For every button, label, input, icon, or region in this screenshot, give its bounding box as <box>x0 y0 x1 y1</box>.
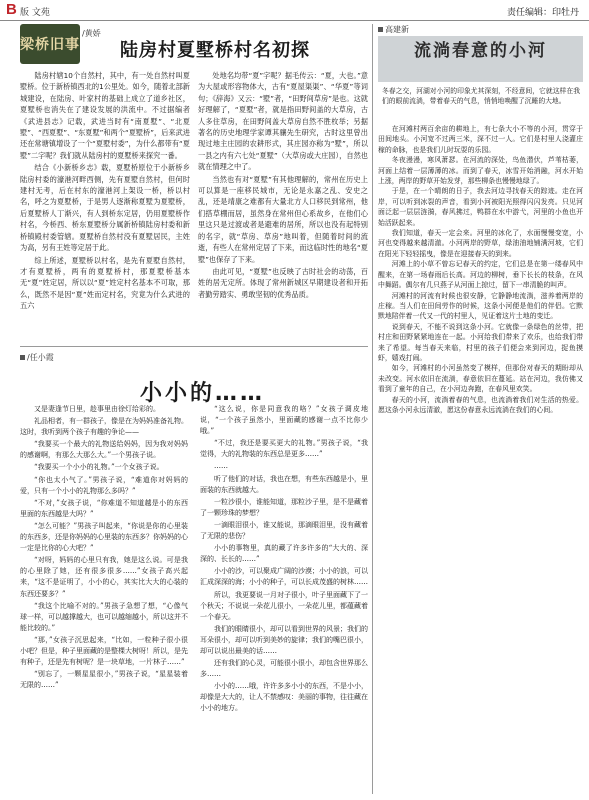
paragraph: 说到春天，不能不说到这条小河。它就像一条绿色的丝带，把村庄和田野紧紧地连在一起。小河给我们带来了欢乐，也给我们带来了希望。每当春天来临，村里的孩子们便会来到河边，捉鱼摸虾，嬉戏打闹。 <box>378 322 583 362</box>
paragraph: 于是，在一个晴朗的日子，我去河边寻找春天的踪迹。走在河岸，可以听到冰裂的声音，看到小河被阳光照得闪闪发亮。只见河面泛起一层层涟漪，春风拂过，鸭群在水中游弋，河里的小鱼也开始活跃起来。 <box>378 187 583 227</box>
article-village-name <box>20 24 368 342</box>
body-column-left <box>20 404 188 792</box>
paragraph: 我们知道，春天一定会来。河里的冰化了，水面慢慢变宽，小河也变得越来越清澈。小河两岸的野草，绿油油地铺满河坡，它们在阳光下轻轻摇曳，像是在迎接春天的到来。 <box>378 229 583 258</box>
paragraph: 冬夜漫漫，寒风萧瑟。在河流的深处，鸟鱼潜伏，芦苇枯萎，河面上结着一层薄薄的冰。而到了春天，冰雪开始消融，河水开始上涨，两岸的野草开始发芽，那些柳条也慢慢地绿了。 <box>378 156 583 186</box>
article-body <box>20 70 368 342</box>
section-name: 版 文苑 <box>20 8 50 18</box>
paragraph: “对呀，妈妈的心里只有我，她是这么说。可是我的心里除了她，还有很多很多……”女孩子高兴起来，“这不是证明了，小小的心，其实比大大的心装的东西还要多？” <box>20 556 188 598</box>
paragraph: 听了他们的对话，我也在想，有些东西越是小，里面装的东西就越大。 <box>200 474 368 494</box>
section-badge: B <box>6 1 17 18</box>
paragraph: 春天的小河，流淌着春的气息，也流淌着我们对生活的热爱。愿这条小河永远清澈，愿这份春意永远流淌在我们的心间。 <box>378 395 583 414</box>
divider <box>372 24 373 794</box>
paragraph: “别忘了，一颗星星很小，”男孩子说，“星星装着无限的……” <box>20 670 188 690</box>
paragraph: 小小的……哦，许许多多小小的东西，不是小小，却像是大大的，让人不禁感叹：美丽的事物，往往藏在小小的地方。 <box>200 682 368 713</box>
article-small-things <box>20 352 368 792</box>
paragraph: 结合《小新桥乡志》载，夏墅桥原位于小新桥乡陆房村委的濠港河畔西侧，先有夏墅自然村，但何时建村无考，后在村东的濠港河上架设一桥，桥以村名，呼之为夏墅桥，于是男人逐渐称夏墅为夏墅桥，后夏墅桥人丁渐兴，有人到桥东定居，仍用夏墅桥作村名，今桥西、桥东夏墅桥分属新桥镇陆房村委和新桥镇殿村委管辖。夏墅桥自然村没有夏墅居民，主姓为高，另有王姓等定居于此。 <box>20 163 190 253</box>
column-logo: 梁桥旧事 <box>20 24 80 64</box>
page-header <box>0 0 589 21</box>
paragraph: 处地名均带“夏”字呢？据毛传云：“夏，大也。”意为大屋或形容物体大，古有“夏屋渠渠”、“华夏”等词句；《辞海》又云：“墅”者，“田野间草房”是也。这就好理解了，“夏墅”者，就是指田野间盖的大草房，古人多住草房，在田野间盖大草房自然不胜枚举；另据著名的历史地理学家谭其骧先生研究，古时这里曾出现过地主庄园的农耕形式，其庄园亦称为“墅”，所以一县之内有六七处“夏墅”（大草房或大庄园），自然也就在情理之中了。 <box>198 71 368 172</box>
paragraph: 一粒沙很小，谁能知道，那粒沙子里，是不是藏着了一颗珍珠的梦想？ <box>200 497 368 517</box>
article-body <box>20 404 368 792</box>
body-column-right <box>200 404 368 792</box>
article-lead: 冬春之交，河湖对小河的印象尤其深刻，不经意间，它就这样在我们的眼前流淌，带着春天的气息，悄悄地唤醒了沉睡的大地。 <box>382 87 580 106</box>
paragraph: “不过，我还是要买更大的礼物。”男孩子说，“我觉得，大的礼物装的东西总是更多……” <box>200 439 368 459</box>
body-column-left <box>20 70 190 342</box>
article-title: 小小的…… <box>140 381 266 406</box>
editor-credit: 责任编辑：印牡丹 <box>506 8 579 18</box>
bullet-icon <box>378 27 383 32</box>
paragraph: 又是妻逢节日里，趁事里由徐灯给彩的。 <box>34 405 160 413</box>
paragraph: 一滴眼泪很小，谁又能说，那滴眼泪里，没有藏着了无限的悲伤？ <box>200 520 368 541</box>
paragraph: “这么说，你是同意我的咯？”女孩子调皮地说，“一个孩子虽然小，里面藏的感谢一点不比你少哦。” <box>200 405 368 436</box>
article-title: 流淌春意的小河 <box>414 41 547 61</box>
paragraph: 当然也有对“夏墅”有其他理解的，常州在历史上可以算是一座移民城市，无论是永嘉之乱、安史之乱，还是靖康之难都有大量北方人口移民到常州，他们搭草棚而居，虽然身在常州但心系故乡，在他们心里这只是过渡或者是避难的居所，所以也没有起特别的名字，就“草房、草房”地叫着，但随着时间的流逝，有些人在常州定居了下来，而这临时性的地名“夏墅”也保存了下来。 <box>198 174 368 264</box>
divider <box>20 346 368 347</box>
paragraph: 河滩上的小草不曾忘记春天的约定，它们总是在第一缕春风中醒来，在第一场春雨后长高。河边的柳树，垂下长长的枝条，在风中舞蹈。偶尔有几只燕子从河面上掠过，留下一串清脆的叫声。 <box>378 260 583 290</box>
paragraph: …… <box>214 462 228 471</box>
paragraph: “我这个比喻不对的。”男孩子急想了想，“心像气球一样，可以越撑越大，也可以越缩越小，所以这并不能比较的。” <box>20 601 188 632</box>
paragraph: 我们的眼睛很小，却可以看到世界的风景；我们的耳朵很小，却可以听到美妙的旋律；我们的嘴巴很小，却可以说出最美的话…… <box>200 624 368 655</box>
paragraph: 陆房村辖10个自然村，其中，有一处自然村叫夏墅桥。位于新桥镇西北的1公里处。如今，随着北部新城建设，在陆房、叶家村的基础上成立了道乡社区，夏墅桥也消失在了建设发展的洪流中。不过据编者《武进县志》记载，武进当时有“南夏墅”、“北夏墅”、“西夏墅”、“东夏墅”和两个“夏墅桥”，后来武进还在常塘镇增设了一个“夏墅村委”，为什么都带有“夏墅”二字呢？我们就从陆房村的夏墅桥来探究一番。 <box>20 71 190 160</box>
paragraph: “那，”女孩子沉思起来，“比如，一粒种子很小很小吧？但是，种子里面藏的是整棵大树呀！所以，是先有种子，还是先有树呢？是一块草地，一片林子……” <box>20 635 188 667</box>
bullet-icon <box>20 355 25 360</box>
paragraph: 如今，河滩村的小河虽然变了模样，但那份对春天的期盼却从未改变。河水依旧在流淌，春意依旧在蔓延。站在河边，我仿佛又看到了童年的自己，在小河边奔跑，在春风里欢笑。 <box>378 364 583 394</box>
paragraph: “你也太小气了。”男孩子说，“难道你对妈妈的爱，只有一个小小的礼物那么多吗？” <box>20 475 188 495</box>
paragraph: 在河滩村两百余亩的耕地上，有七条大小不等的小河，贯穿于田间地头。小河宽不过两三米，深不过一人。它们是村里人浇灌庄稼的命脉，也是我们儿时玩耍的乐园。 <box>378 125 583 154</box>
paragraph: 由此可见，“夏墅”也反映了古时社会的动荡，百姓的居无定所。体现了常州新城区早期建设者和开拓者勤劳踏实、勇敢坚韧的优秀品质。 <box>198 266 368 299</box>
paragraph: 小小的沙，可以聚成广阔的沙漠；小小的浪，可以汇成深深的海；小小的种子，可以长成茂盛的树林…… <box>200 567 368 587</box>
byline-text: 高建新 <box>385 25 409 34</box>
paragraph: “不对，”女孩子说，“你难道不知道越是小的东西里面的东西越是大吗？” <box>20 498 188 518</box>
paragraph: “我要买一个小小的礼物。”一个女孩子说。 <box>34 463 164 472</box>
article-byline <box>20 352 54 363</box>
article-byline <box>378 24 409 35</box>
paragraph: 小小的事物里，真的藏了许多许多的“大大的、深深的、长长的……” <box>200 544 368 564</box>
paragraph: 还有我们的心灵，可能很小很小，却包含世界那么多…… <box>200 659 368 679</box>
paragraph: “怎么可能？”男孩子叫起来，“你说是你的心里装的东西多，还是你妈妈的心里装的东西多？你妈妈的心一定是比你的心大吧？” <box>20 521 188 553</box>
paragraph: 综上所述，夏墅桥以村名，是先有夏墅自然村，才有夏墅桥，两有的夏墅桥村，那夏墅桥基本无“夏”姓定居，所以以“夏”姓定村名基本不可取，那么，既然不是因“夏”姓而定村名，究竟为什么武进的五六 <box>20 255 190 311</box>
paragraph: 河滩村的河流有时候也很安静，它静静地流淌，滋养着两岸的庄稼。当人们在田间劳作的时候，这条小河便是他们的伴侣。它默默地陪伴着一代又一代的村里人，见证着这片土地的变迁。 <box>378 291 583 321</box>
paragraph: 礼品相者，有一群孩子，像是在为妈妈准备礼物。这时，我听到两个孩子有趣的争论—— <box>20 417 188 437</box>
article-spring-river <box>378 24 583 794</box>
paragraph: “我要买一个最大的礼物送给妈妈，因为我对妈妈的感谢啊，有那么大那么大。”一个男孩子说。 <box>20 440 188 460</box>
byline-text: /任小霞 <box>27 353 54 362</box>
article-byline: /黄娇 <box>82 29 101 38</box>
paragraph: 所以，我更要说一月对子很小，叶子里面藏下了一个秋天；不说说一朵花儿很小，一朵花儿里，都蕴藏着一个春天。 <box>200 590 368 621</box>
article-body <box>378 124 583 794</box>
article-title: 陆房村夏墅桥村名初探 <box>120 40 310 61</box>
body-column-right <box>198 70 368 342</box>
